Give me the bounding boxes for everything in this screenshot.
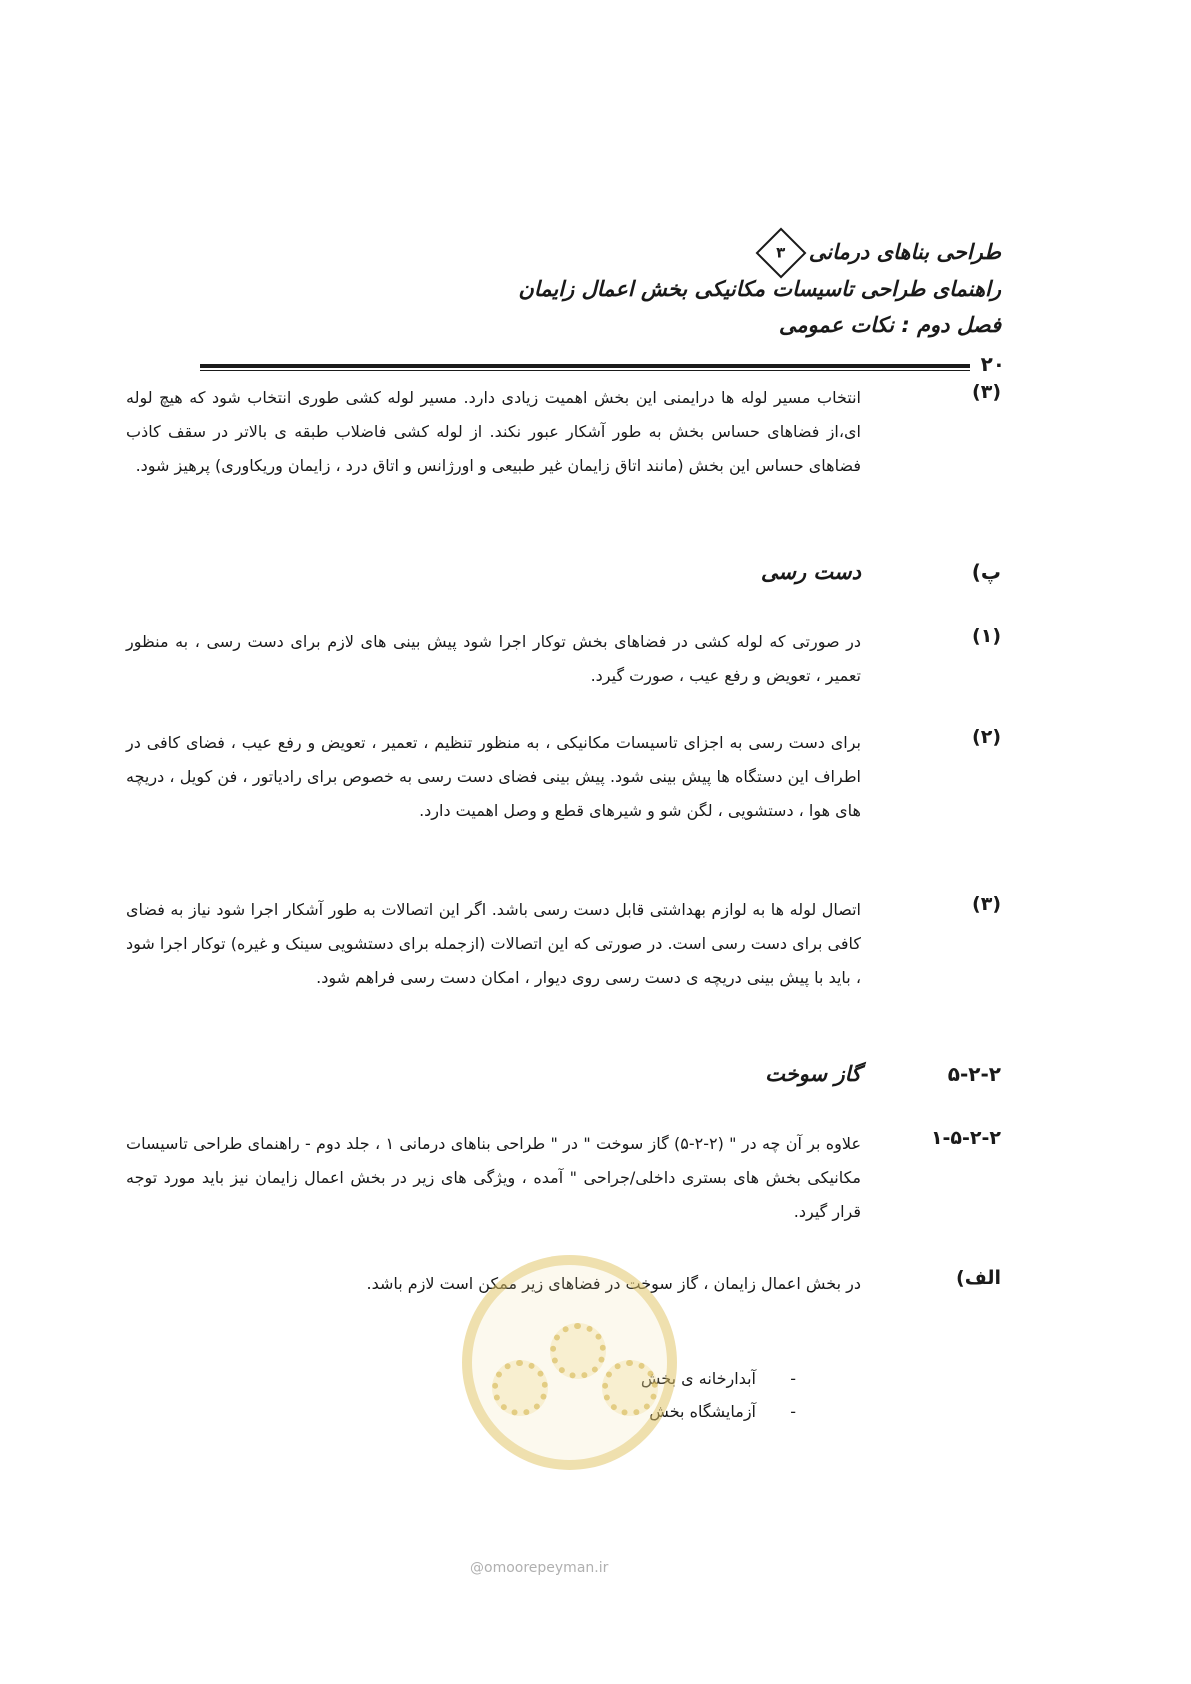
header-rule-thick [200, 364, 970, 368]
clause-text: در بخش اعمال زایمان ، گاز سوخت در فضاهای زیر ممکن است لازم باشد. [366, 1274, 861, 1293]
watermark-stamp-seal [462, 1255, 677, 1470]
clause-number: ۱-۵-۲-۲ [930, 1127, 1001, 1149]
clause-text: انتخاب مسیر لوله ها درایمنی این بخش اهمیت زیادی دارد. مسیر لوله کشی طوری انتخاب شود که هیچ لوله ای،از فضاهای حساس بخش به طور آشکار عبور نکند. از لوله کشی فاضلاب طبقه ی بالاتر در سقف کاذب فضاهای حساس این بخش (مانند اتاق زایمان غیر طبیعی و اورژانس و اتاق درد ، زایمان وریکاوری) پرهیز شود. [126, 388, 861, 475]
watermark-url: @omoorepeyman.ir [470, 1560, 609, 1576]
stamp-gear-icon [550, 1323, 606, 1379]
heading-number: ۵-۲-۲ [947, 1062, 1001, 1086]
clause-text: اتصال لوله ها به لوازم بهداشتی قابل دست رسی باشد. اگر این اتصالات به طور آشکار اجرا شود نیاز به فضای کافی برای دست رسی است. در صورتی که این اتصالات (ازجمله برای دستشویی سینک و غیره) توکار اجرا شود ، باید با پیش بینی دریچه ی دست رسی روی دیوار ، امکان دست رسی فراهم شود. [126, 900, 861, 987]
heading-letter: پ) [971, 560, 1001, 584]
bullet-dash: - [790, 1402, 796, 1421]
clause-text: برای دست رسی به اجزای تاسیسات مکانیکی ، به منظور تنظیم ، تعمیر ، تعویض و رفع عیب ، فضای کافی در اطراف این دستگاه ها پیش بینی شود. پیش بینی فضای دست رسی به خصوص برای رادیاتور ، فن کویل ، دریچه های هوا ، دستشویی ، لگن شو و شیرهای قطع و وصل اهمیت دارد. [126, 733, 861, 820]
page-number: ۲۰ [980, 352, 1005, 376]
header-rule-thin [200, 370, 970, 371]
heading-text: دست رسی [760, 560, 861, 584]
clause-number: (۳) [972, 381, 1001, 403]
header-book-title [201, 234, 1001, 271]
clause-text: در صورتی که لوله کشی در فضاهای بخش توکار اجرا شود پیش بینی های لازم برای دست رسی ، به منظور تعمیر ، تعویض و رفع عیب ، صورت گیرد. [126, 632, 861, 685]
clause-number: (۳) [972, 893, 1001, 915]
page-header [201, 234, 1001, 343]
heading-text: گاز سوخت [765, 1062, 861, 1086]
clause-number: (۲) [972, 726, 1001, 748]
header-rule [200, 352, 1005, 376]
header-guide-title: راهنمای طراحی تاسیسات مکانیکی بخش اعمال زایمان [518, 277, 1001, 301]
clause-letter: الف) [956, 1267, 1001, 1289]
book-number-text: ۳ [776, 244, 786, 262]
clause-text: علاوه بر آن چه در " (۲-۲-۵) گاز سوخت " در " طراحی بناهای درمانی ۱ ، جلد دوم - راهنمای طراحی تاسیسات مکانیکی بخش های بستری داخلی/جراحی " آمده ، ویژگی های زیر در بخش اعمال زایمان نیز باید مورد توجه قرار گیرد. [126, 1134, 862, 1221]
header-chapter-title: فصل دوم : نکات عمومی [778, 313, 1001, 337]
header-book-title-text: طراحی بناهای درمانی [808, 240, 1001, 264]
list-item-text: آبدارخانه ی بخش [640, 1369, 756, 1388]
list-item-text: آزمایشگاه بخش [649, 1402, 756, 1421]
stamp-gear-icon [602, 1360, 658, 1416]
stamp-gear-icon [492, 1360, 548, 1416]
clause-number: (۱) [972, 625, 1001, 647]
bullet-dash: - [790, 1369, 796, 1388]
